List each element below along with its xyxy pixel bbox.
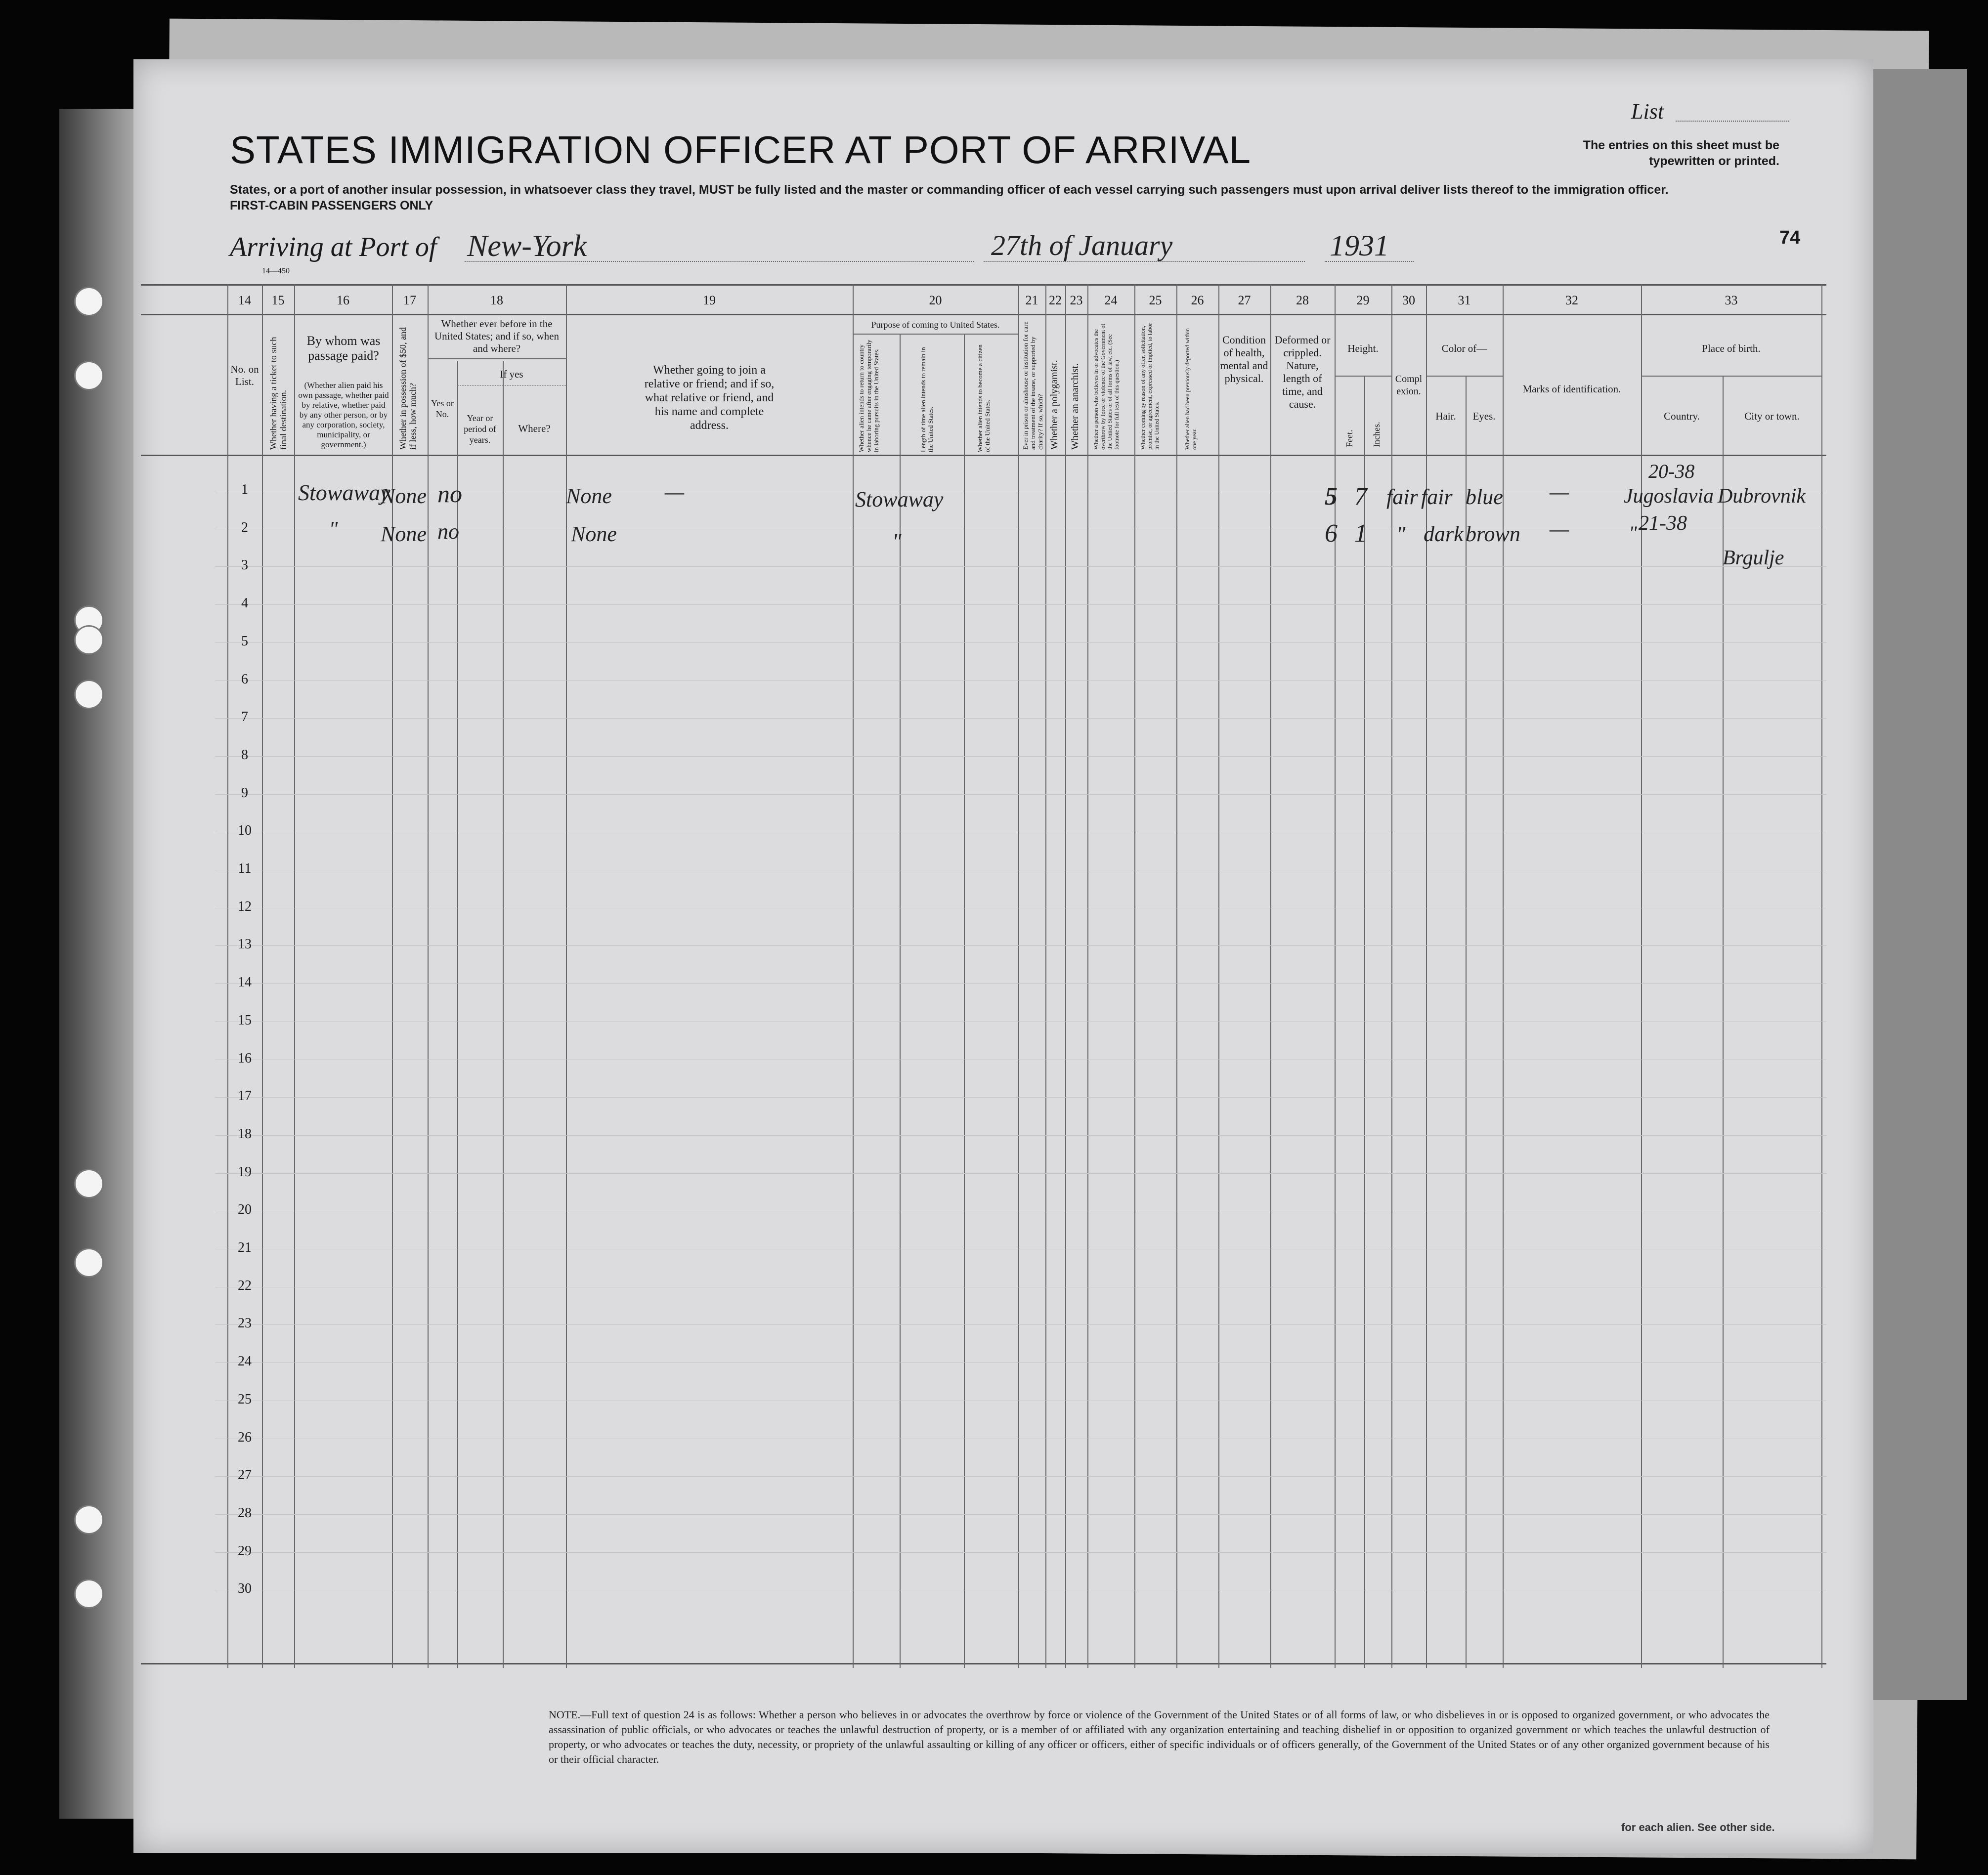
header-anarchist: Whether an anarchist. [1070,363,1080,450]
row-number: 5 [241,633,248,649]
col-rule [1018,284,1019,1668]
sheet-number: 74 [1779,227,1801,248]
binder-hole [74,680,104,709]
row-number: 11 [238,861,252,876]
col-number: 17 [403,293,416,307]
row-rule [215,983,1826,984]
entry-paid-by: Stowaway [298,480,390,505]
arrival-date: 27th of January [991,229,1173,261]
col-rule [1270,284,1271,1668]
header-labor-offer: Whether coming by reason of any offer, solicitation, promise, or agreement, expressed or implied, to labor in the United States. [1139,323,1160,450]
col-number: 32 [1565,293,1578,307]
row-number: 23 [238,1316,252,1331]
row-number: 18 [238,1126,252,1142]
row-rule [215,1514,1826,1515]
c18-ifyes-rule [457,385,566,386]
binder-hole [74,1248,104,1278]
list-number-line [1676,121,1789,122]
header-color-of: Color of— [1441,342,1487,354]
entry-complexion: " [1396,522,1406,546]
underlying-sheet-note: for each alien. See other side. [1621,1821,1775,1833]
header-deformed: Deformed or crippled. Nature, length of time, and cause. [1274,334,1331,410]
col-number: 18 [490,293,503,307]
col-number: 29 [1356,293,1370,307]
row-number: 14 [238,975,252,990]
entry-purpose: Stowaway [855,487,944,511]
header-deported: Whether alien had been previously deported within one year. [1184,328,1198,450]
entry-purpose: " [892,529,902,554]
row-rule [215,566,1826,567]
entry-eyes: blue [1466,485,1503,509]
header-complexion: Complexion. [1395,374,1423,397]
col-rule [1065,284,1066,1668]
row-number: 22 [238,1278,252,1293]
row-rule [215,1173,1826,1174]
entry-feet: 5 [1325,482,1338,511]
col-number: 22 [1049,293,1062,307]
entry-before-in-us: no [437,519,459,544]
col-number: 24 [1104,293,1118,307]
arriving-label: Arriving at Port of [230,232,437,262]
header-bottom-rule [141,455,1826,456]
entry-eyes: brown [1466,522,1520,546]
c33-sub-rule [1641,376,1821,377]
row-number: 27 [238,1467,252,1483]
header-polygamist: Whether a polygamist. [1049,360,1060,450]
entry-money: None [381,522,427,546]
entry-join: None [566,484,612,508]
c18-sub-rule [428,358,566,359]
row-rule [215,718,1826,719]
col-rule [457,361,458,1668]
header-country: Country. [1664,410,1700,422]
col-rule [1045,284,1046,1668]
header-yes-no: Yes or No. [431,398,454,419]
entries-note: The entries on this sheet must be typewritten or printed. [1583,138,1779,168]
entry-annotation: 21-38 [1639,512,1687,535]
row-number: 7 [241,709,248,725]
row-number: 1 [241,482,248,497]
row-number: 3 [241,557,248,573]
header-height: Height. [1347,342,1379,354]
header-feet: Feet. [1344,429,1354,447]
header-inches: Inches. [1372,422,1382,447]
row-rule [215,1097,1826,1098]
header-passage-paid-note: (Whether alien paid his own passage, whether paid by relative, whether paid by any other person, or by any corporation, society, municipality, or government.) [298,381,389,449]
row-number: 6 [241,671,248,687]
header-health: Condition of health, mental and physical. [1220,334,1268,384]
header-overthrow: Whether a person who believes in or advocates the overthrow by force or violence of the Government of the United States or of all forms of law, etc. (See footnote for full text of this question.) [1092,323,1120,450]
entry-feet: 6 [1325,519,1338,548]
col-rule [294,284,295,1668]
col-number: 16 [337,293,349,307]
col-number: 33 [1725,293,1738,307]
binder-hole [74,1169,104,1198]
header-ticket: Whether having a ticket to such final destination. [268,337,288,450]
port-value: New-York [467,229,587,263]
col-number: 25 [1149,293,1162,307]
row-number: 26 [238,1429,252,1445]
col-number: 23 [1070,293,1083,307]
header-purpose: Purpose of coming to United States. [871,320,1000,330]
row-number: 30 [238,1581,252,1597]
c29-sub-rule [1335,376,1391,377]
row-rule [215,1552,1826,1553]
header-prison: Ever in prison or almshouse or institution for care and treatment of the insane, or supported by charity? If so, which? [1022,321,1044,450]
col-number: 31 [1458,293,1471,307]
row-rule [215,1324,1826,1325]
colnum-rule [141,314,1826,315]
binder-hole [74,1579,104,1609]
row-number: 17 [238,1088,252,1104]
col-rule [262,284,263,1668]
binder-hole [74,1505,104,1534]
binder-hole [74,625,104,655]
entry-hair: dark [1424,522,1464,546]
header-join-relative: Whether going to join a relative or friend; and if so, what relative or friend, and his name and complete address. [644,364,775,432]
col-rule [503,361,504,1668]
row-number: 13 [238,937,252,952]
col-number: 28 [1296,293,1309,307]
col-rule [1134,284,1135,1668]
col-rule [428,284,429,1668]
header-eyes: Eyes. [1472,410,1496,422]
c31-sub-rule [1426,376,1503,377]
header-return-intent: Whether alien intends to return to country whence he came after engaging temporarily in laboring pursuits in the United States. [858,340,880,452]
row-number: 19 [238,1164,252,1180]
header-passage-paid: By whom was passage paid? [306,334,381,363]
row-number: 8 [241,747,248,763]
col-number: 14 [238,293,251,307]
col-number: 26 [1191,293,1204,307]
passenger-class: FIRST-CABIN PASSENGERS ONLY [230,199,433,213]
col-number: 19 [703,293,716,307]
entry-city: Dubrovnik [1718,485,1806,508]
col-number: 30 [1402,293,1415,307]
header-where: Where? [518,423,551,434]
entry-country: Jugoslavia [1624,485,1714,508]
header-money: Whether in possession of $50, and if less, how much? [398,327,418,450]
col-number: 27 [1238,293,1251,307]
header-hair: Hair. [1435,410,1456,422]
entry-annotation: 20-38 [1648,460,1695,482]
header-citizen-intent: Whether alien intends to become a citizen of the United States. [976,344,991,452]
c20-sub-rule [853,334,1018,335]
col-number: 15 [271,293,285,307]
col-rule [1821,284,1822,1668]
row-number: 25 [238,1391,252,1407]
footnote: NOTE.—Full text of question 24 is as follows: Whether a person who believes in or advocates the overthrow by force or violence of the Government of the United States or of all forms of law, or who disbelieves in or is opposed to organized government, or who advocates the assassination of public officials, or who advocates or teaches the unlawful destruction of property, or is a member of or affiliated with any organization entertaining and teaching disbelief in or opposition to organized government or which teaches the unlawful destruction of property, or who advocates or teaches the duty, necessity, or propriety of the unlawful assaulting or killing of any officer or officers, either of specific individuals or of officers generally, of the Government of the United States or of any other organized government because of his or their official character. [549,1708,1770,1765]
entry-complexion: fair [1386,485,1418,509]
row-number: 16 [238,1050,252,1066]
row-number: 4 [241,596,248,611]
row-rule [215,794,1826,795]
entry-join: None [571,522,617,546]
col-rule [1087,284,1088,1668]
row-rule [215,642,1826,643]
form-description: States, or a port of another insular possession, in whatsoever class they travel, MUST be fully listed and the master or commanding officer of each vessel carrying such passengers must upon arrival deliver lists thereof to the immigration officer. [230,183,1669,197]
row-number: 9 [241,785,248,801]
row-number: 29 [238,1543,252,1559]
header-place-of-birth: Place of birth. [1702,342,1761,354]
col-number: 21 [1025,293,1038,307]
row-number: 21 [238,1240,252,1255]
row-rule [215,1135,1826,1136]
row-rule [215,756,1826,757]
row-number: 24 [238,1354,252,1369]
entry-marks: — [1550,480,1569,504]
form-number: 14—450 [262,267,290,275]
header-year: Year or period of years. [464,413,496,445]
entry-country: " [1629,522,1637,544]
row-number: 20 [238,1202,252,1218]
row-number: 10 [238,823,252,839]
col-rule [853,284,854,1668]
binder-hole [74,287,104,316]
row-number: 15 [238,1012,252,1028]
table-top-rule [141,284,1826,286]
table-bottom-rule [141,1663,1826,1664]
col-number: 20 [929,293,942,307]
header-marks: Marks of identification. [1522,383,1621,395]
entry-hair: fair [1421,485,1453,509]
form-title: STATES IMMIGRATION OFFICER AT PORT OF ARRIVAL [230,128,1252,171]
header-length-of-stay: Length of time alien intends to remain in the United States. [919,347,934,452]
row-number: 2 [241,519,248,535]
entry-money: None [381,484,427,508]
row-rule [215,1476,1826,1477]
header-if-yes: If yes [500,368,523,380]
entry-paid-by: " [329,517,338,541]
entry-city: Brgulje [1723,547,1784,569]
row-rule [215,945,1826,946]
row-rule [215,604,1826,605]
binder-hole [74,361,104,390]
col-rule [1176,284,1177,1668]
col-rule [964,334,965,1668]
row-number: 12 [238,898,252,914]
header-before-in-us: Whether ever before in the United States; and if so, when and where? [434,318,559,354]
manifest-table [141,284,1826,1668]
arrival-year: 1931 [1330,229,1389,262]
header-city: City or town. [1744,410,1800,422]
entry-join-dash: — [665,480,685,504]
row-number: 28 [238,1505,252,1521]
entry-before-in-us: no [437,480,462,508]
entry-marks: — [1550,517,1569,541]
entry-inches: 1 [1354,519,1367,548]
col-rule [1218,284,1219,1668]
entry-inches: 7 [1354,482,1367,511]
list-label: List [1631,99,1664,124]
header-no-on-list: No. on List. [230,363,259,387]
